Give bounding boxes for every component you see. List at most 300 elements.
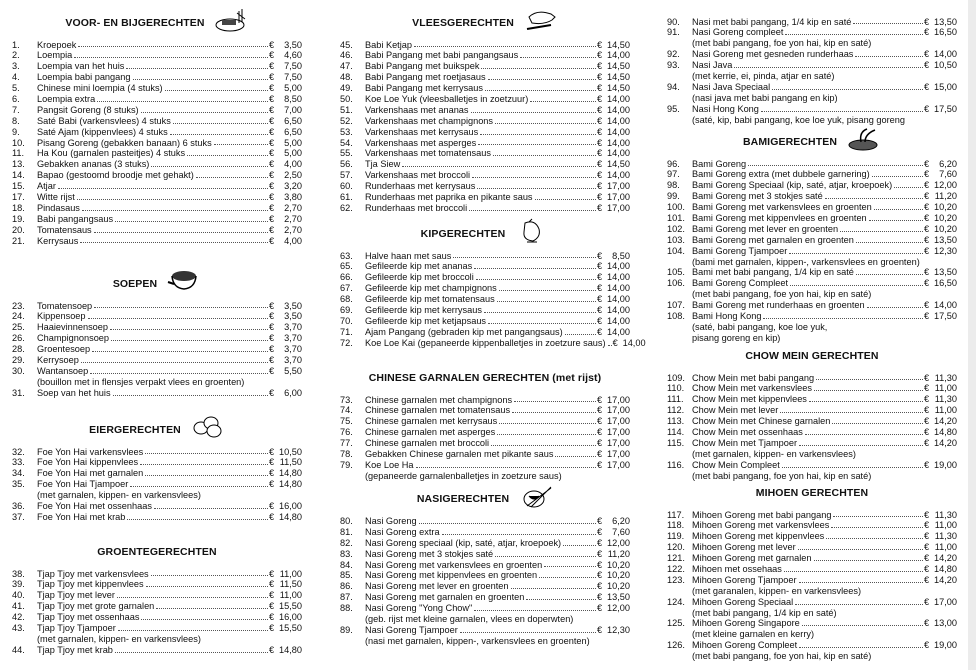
item-name: Bami met babi pangang, 1/4 kip en saté	[692, 267, 854, 278]
item-note: (nasi met garnalen, kippen-, varkensvlees en groenten)	[365, 635, 590, 646]
currency-symbol: €	[924, 27, 930, 38]
currency-symbol: €	[597, 202, 603, 213]
dot-leader	[481, 61, 596, 69]
dot-leader	[499, 416, 596, 424]
section-title: VOOR- EN BIJGERECHTEN	[65, 16, 205, 29]
section-mihoen	[667, 486, 957, 662]
item-price: 14,50	[607, 39, 630, 50]
item-price: 11,00	[934, 405, 957, 416]
item-price: 11,20	[607, 548, 630, 559]
menu-item	[12, 366, 302, 377]
item-name: Halve haan met saus	[365, 250, 452, 261]
item-name: Atjar	[37, 181, 56, 192]
item-number: 28.	[12, 344, 25, 355]
currency-symbol: €	[924, 520, 930, 531]
item-number: 38.	[12, 568, 25, 579]
currency-symbol: €	[269, 446, 275, 457]
item-number: 61.	[340, 191, 353, 202]
currency-symbol: €	[597, 137, 603, 148]
item-name: Kippensoep	[37, 311, 86, 322]
dot-leader	[442, 527, 596, 535]
item-number: 35.	[12, 479, 25, 490]
item-name: Bami Goreng met lever en groenten	[692, 223, 839, 234]
item-name: Nasi Java	[692, 60, 733, 71]
menu-item	[340, 581, 630, 592]
item-name: Tjap Tjoy met ossenhaas	[37, 612, 140, 623]
dot-leader	[419, 516, 596, 524]
menu-item	[667, 405, 957, 416]
item-name: Mihoen Goreng met kippenvlees	[692, 531, 825, 542]
dot-leader	[565, 327, 596, 335]
currency-symbol: €	[597, 516, 603, 526]
item-price: 14,00	[607, 137, 630, 148]
dot-leader	[748, 159, 923, 167]
currency-symbol: €	[269, 50, 275, 61]
item-number: 17.	[12, 191, 25, 202]
item-name: Runderhaas met kerrysaus	[365, 181, 476, 192]
currency-symbol: €	[269, 137, 275, 148]
currency-symbol: €	[269, 224, 275, 235]
item-name: Chow Mein met kippenvlees	[692, 394, 807, 405]
item-name: Babi Ketjap	[365, 39, 412, 50]
menu-item	[667, 300, 957, 311]
item-name: Nasi Goreng met garnalen en groenten	[365, 592, 525, 603]
item-number: 96.	[667, 158, 680, 169]
menu-item	[340, 40, 630, 51]
currency-symbol: €	[612, 337, 618, 348]
item-number: 110.	[667, 383, 685, 394]
item-price: 7,00	[284, 104, 302, 115]
item-number: 19.	[12, 213, 25, 224]
item-name: Foe Yon Hai Tjampoer	[37, 479, 129, 490]
menu-item	[12, 579, 302, 590]
item-price: 3,50	[284, 311, 302, 322]
currency-symbol: €	[597, 104, 603, 115]
item-number: 55.	[340, 148, 353, 159]
item-price: 14,20	[934, 437, 957, 448]
item-number: 51.	[340, 104, 353, 115]
dot-leader	[469, 203, 596, 211]
menu-item	[12, 159, 302, 170]
dot-leader	[113, 388, 268, 396]
item-name: Foe Yon Hai varkensvlees	[37, 446, 144, 457]
soup-pot-icon	[167, 268, 201, 299]
item-name: Gebakken ananas (3 stuks)	[37, 159, 150, 170]
item-name: Tomatensoep	[37, 300, 93, 311]
item-price: 11,50	[279, 579, 302, 590]
menu-item	[340, 116, 630, 127]
item-number: 40.	[12, 590, 25, 601]
dot-leader	[499, 283, 596, 291]
menu-item	[12, 569, 302, 580]
menu-item	[12, 501, 302, 512]
item-price: 13,50	[934, 267, 957, 278]
section-nasi2	[667, 17, 957, 126]
item-number: 90.	[667, 16, 680, 27]
item-number: 10.	[12, 137, 25, 148]
dot-leader	[790, 278, 923, 286]
dot-leader	[165, 83, 268, 91]
section-eier	[12, 423, 302, 523]
item-name: Bami Goreng met varkensvlees en groenten	[692, 202, 872, 213]
menu-item	[667, 373, 957, 384]
item-price: 14,00	[607, 50, 630, 61]
item-price: 13,00	[934, 618, 957, 629]
item-number: 118.	[667, 520, 685, 531]
currency-symbol: €	[269, 181, 275, 192]
menu-item	[340, 261, 630, 272]
item-name: Nasi Goreng	[365, 516, 417, 526]
section-heading	[340, 15, 630, 31]
item-number: 9.	[12, 126, 20, 137]
dot-leader	[133, 72, 269, 80]
menu-item	[12, 623, 302, 634]
item-price: 10,20	[607, 570, 630, 581]
rice-bowl-chopsticks-icon	[519, 484, 553, 515]
item-number: 121.	[667, 553, 685, 564]
menu-item	[12, 83, 302, 94]
item-price: 16,00	[279, 500, 302, 511]
item-number: 30.	[12, 365, 25, 376]
currency-symbol: €	[924, 618, 930, 629]
dot-leader	[826, 531, 923, 539]
item-price: 15,50	[279, 601, 302, 612]
item-note: (met babi pangang, 1/4 kip en saté)	[692, 607, 837, 618]
item-name: Mihoen Goreng met garnalen	[692, 553, 812, 564]
item-price: 8,50	[284, 93, 302, 104]
currency-symbol: €	[269, 104, 275, 115]
dot-leader	[480, 127, 596, 135]
dot-leader	[127, 512, 268, 520]
item-name: Varkenshaas met tomatensaus	[365, 148, 491, 159]
item-price: 14,00	[934, 49, 957, 60]
menu-item	[12, 612, 302, 623]
item-number: 92.	[667, 49, 680, 60]
item-price: 14,20	[934, 416, 957, 427]
currency-symbol: €	[597, 39, 603, 50]
dot-leader	[196, 170, 268, 178]
currency-symbol: €	[269, 159, 275, 170]
item-price: 14,00	[607, 115, 630, 126]
item-name: Pindasaus	[37, 202, 80, 213]
currency-symbol: €	[269, 39, 275, 50]
currency-symbol: €	[269, 93, 275, 104]
item-name: Kroepoek	[37, 39, 77, 50]
item-name: Koe Loe Yuk (vleesballetjes in zoetzuur)	[365, 93, 529, 104]
menu-item	[667, 311, 957, 322]
currency-symbol: €	[924, 169, 930, 180]
item-name: Nasi Goreng "Yong Chow"	[365, 603, 473, 614]
menu-item	[340, 294, 630, 305]
item-price: 12,30	[934, 245, 957, 256]
item-price: 17,00	[607, 459, 630, 470]
item-price: 2,50	[284, 170, 302, 181]
item-note: (met babi pangang, foe yon hai, kip en saté)	[692, 651, 872, 662]
item-number: 31.	[12, 387, 25, 398]
item-price: 17,00	[607, 394, 630, 405]
section-chow	[667, 349, 957, 482]
item-name: Varkenshaas met kerrysaus	[365, 126, 479, 137]
item-number: 125.	[667, 618, 685, 629]
item-name: Champignonsoep	[37, 333, 110, 344]
item-price: 3,50	[284, 300, 302, 311]
section-title: EIERGERECHTEN	[89, 423, 181, 436]
dot-leader	[474, 603, 596, 611]
dot-leader	[874, 202, 923, 210]
item-price: 14,80	[279, 479, 302, 490]
item-price: 10,20	[934, 202, 957, 213]
item-number: 50.	[340, 93, 353, 104]
item-price: 17,00	[607, 438, 630, 449]
item-note: (met garnalen, kippen- en varkensvlees)	[692, 448, 856, 459]
dot-leader	[488, 316, 596, 324]
currency-symbol: €	[924, 459, 930, 470]
dot-leader	[78, 40, 268, 48]
currency-symbol: €	[924, 60, 930, 71]
item-note: pisang goreng en kip)	[692, 332, 781, 343]
item-price: 17,00	[934, 596, 957, 607]
item-number: 57.	[340, 170, 353, 181]
menu-item	[340, 94, 630, 105]
currency-symbol: €	[269, 601, 275, 612]
item-number: 126.	[667, 640, 685, 651]
item-price: 14,00	[607, 261, 630, 272]
item-price: 17,00	[607, 181, 630, 192]
currency-symbol: €	[924, 640, 930, 651]
menu-item	[12, 50, 302, 61]
currency-symbol: €	[597, 61, 603, 72]
item-name: Chinese mini loempia (4 stuks)	[37, 83, 163, 94]
item-price: 3,70	[284, 354, 302, 365]
item-price: 13,50	[934, 234, 957, 245]
dot-leader	[88, 311, 268, 319]
menu-item	[12, 116, 302, 127]
menu-item	[667, 438, 957, 449]
item-note: (saté, kip, babi pangang, koe loe yuk, pisang goreng	[692, 114, 905, 125]
dot-leader	[734, 60, 923, 68]
item-price: 11,20	[934, 191, 957, 202]
item-number: 47.	[340, 61, 353, 72]
item-name: Tjap Tjoy met grote garnalen	[37, 601, 155, 612]
menu-item	[340, 181, 630, 192]
menu-item	[340, 570, 630, 581]
item-number: 115.	[667, 437, 685, 448]
item-number: 41.	[12, 601, 25, 612]
item-number: 53.	[340, 126, 353, 137]
menu-item	[667, 224, 957, 235]
currency-symbol: €	[597, 159, 603, 170]
eggs-icon	[191, 414, 225, 445]
item-number: 6.	[12, 93, 20, 104]
chicken-icon	[515, 218, 549, 249]
dot-leader	[111, 333, 268, 341]
item-name: Nasi Goreng Tjampoer	[365, 624, 458, 635]
currency-symbol: €	[924, 394, 930, 405]
dot-leader	[814, 553, 923, 561]
menu-item	[12, 40, 302, 51]
menu-item	[12, 181, 302, 192]
section-voor	[12, 16, 302, 247]
section-heading	[667, 134, 957, 150]
item-note: (gepaneerde garnalenballetjes in zoetzure saus)	[365, 470, 562, 481]
menu-item	[667, 394, 957, 405]
item-price: 3,70	[284, 322, 302, 333]
currency-symbol: €	[924, 191, 930, 202]
item-name: Babi pangangsaus	[37, 213, 114, 224]
item-price: 14,80	[279, 468, 302, 479]
item-number: 46.	[340, 50, 353, 61]
item-name: Mihoen Goreng Compleet	[692, 640, 798, 651]
dot-leader	[145, 468, 268, 476]
menu-item	[12, 311, 302, 322]
menu-item	[340, 159, 630, 170]
menu-item	[12, 344, 302, 355]
item-number: 24.	[12, 311, 25, 322]
currency-symbol: €	[924, 405, 930, 416]
dot-leader	[497, 427, 596, 435]
dot-leader	[145, 447, 268, 455]
item-number: 83.	[340, 548, 353, 559]
item-name: Kerrysoep	[37, 354, 79, 365]
item-name: Loempia van het huis	[37, 61, 125, 72]
menu-item	[667, 531, 957, 542]
item-price: 17,50	[934, 103, 957, 114]
dot-leader	[816, 373, 923, 381]
section-heading	[12, 422, 302, 438]
dot-leader	[151, 569, 268, 577]
menu-item	[12, 225, 302, 236]
dot-leader	[80, 236, 268, 244]
item-note: (met garnalen, kippen- en varkensvlees)	[37, 490, 201, 501]
page-edge	[968, 0, 976, 670]
item-price: 14,00	[607, 272, 630, 283]
item-number: 111.	[667, 394, 684, 405]
dot-leader	[789, 246, 923, 254]
section-groente	[12, 545, 302, 656]
item-name: Haaievinnensoep	[37, 322, 109, 333]
currency-symbol: €	[597, 624, 603, 635]
section-heading	[340, 226, 630, 242]
currency-symbol: €	[269, 115, 275, 126]
item-number: 72.	[340, 337, 353, 348]
currency-symbol: €	[924, 310, 930, 321]
menu-item	[667, 564, 957, 575]
item-price: 2,70	[284, 202, 302, 213]
dot-leader	[471, 105, 596, 113]
menu-item	[12, 388, 302, 399]
currency-symbol: €	[269, 126, 275, 137]
item-name: Foe Yon Hai met garnalen	[37, 468, 144, 479]
item-name: Mihoen Goreng met varkensvlees	[692, 520, 830, 531]
item-number: 93.	[667, 60, 680, 71]
item-note: (met babi pangang, foe yon hai, kip en saté)	[692, 470, 872, 481]
item-price: 14,00	[607, 304, 630, 315]
dot-leader	[520, 50, 596, 58]
currency-symbol: €	[269, 333, 275, 344]
menu-item	[340, 449, 630, 460]
item-name: Witte rijst	[37, 191, 75, 202]
menu-item	[340, 50, 630, 61]
item-number: 70.	[340, 315, 353, 326]
item-price: 14,00	[607, 283, 630, 294]
dot-leader	[140, 457, 268, 465]
item-number: 11.	[12, 148, 25, 159]
menu-item	[340, 148, 630, 159]
currency-symbol: €	[597, 261, 603, 272]
item-number: 4.	[12, 72, 20, 83]
menu-item	[340, 283, 630, 294]
item-name: Loempia babi pangang	[37, 72, 131, 83]
item-price: 14,00	[607, 126, 630, 137]
currency-symbol: €	[269, 500, 275, 511]
item-name: Babi Pangang met kerrysaus	[365, 83, 483, 94]
dot-leader	[488, 72, 596, 80]
currency-symbol: €	[597, 126, 603, 137]
menu-item	[340, 203, 630, 214]
menu-item	[12, 479, 302, 490]
item-number: 119.	[667, 531, 685, 542]
item-number: 117.	[667, 509, 685, 520]
item-price: 11,00	[934, 383, 957, 394]
item-number: 107.	[667, 300, 685, 311]
item-price: 17,00	[607, 427, 630, 438]
item-name: Pisang Goreng (gebakken banaan) 6 stuks	[37, 137, 212, 148]
dot-leader	[77, 192, 268, 200]
item-name: Gefileerde kip met champignons	[365, 283, 497, 294]
item-name: Foe Yon Hai kippenvlees	[37, 457, 139, 468]
item-name: Chow Mein met lever	[692, 405, 779, 416]
item-price: 14,80	[279, 644, 302, 655]
dot-leader	[495, 549, 596, 557]
item-number: 98.	[667, 180, 680, 191]
dot-leader	[110, 322, 268, 330]
section-nasi	[340, 493, 630, 647]
currency-symbol: €	[597, 170, 603, 181]
item-number: 102.	[667, 223, 685, 234]
dot-leader	[141, 612, 268, 620]
dot-leader	[512, 405, 596, 413]
item-number: 1.	[12, 39, 20, 50]
dot-leader	[472, 170, 596, 178]
item-name: Gefileerde kip met ananas	[365, 261, 473, 272]
dot-leader	[856, 235, 923, 243]
item-name: Varkenshaas met ananas	[365, 104, 469, 115]
dot-leader	[802, 618, 923, 626]
item-number: 3.	[12, 61, 20, 72]
dot-leader	[115, 214, 268, 222]
dot-leader	[795, 597, 923, 605]
item-number: 45.	[340, 39, 353, 50]
section-heading	[12, 276, 302, 292]
item-number: 100.	[667, 202, 685, 213]
item-name: Chinese garnalen met asperges	[365, 427, 496, 438]
menu-item	[667, 202, 957, 213]
dot-leader	[825, 191, 923, 199]
dot-leader	[563, 538, 596, 546]
item-number: 69.	[340, 304, 353, 315]
currency-symbol: €	[269, 457, 275, 468]
item-number: 5.	[12, 83, 20, 94]
item-price: 7,60	[612, 526, 630, 537]
currency-symbol: €	[269, 479, 275, 490]
dot-leader	[785, 27, 923, 35]
menu-item	[667, 520, 957, 531]
currency-symbol: €	[597, 72, 603, 83]
item-number: 18.	[12, 202, 25, 213]
item-price: 11,30	[934, 509, 957, 520]
item-name: Runderhaas met paprika en pikante saus	[365, 191, 533, 202]
item-note: (met babi pangang, foe yon hai, kip en saté)	[692, 289, 872, 300]
